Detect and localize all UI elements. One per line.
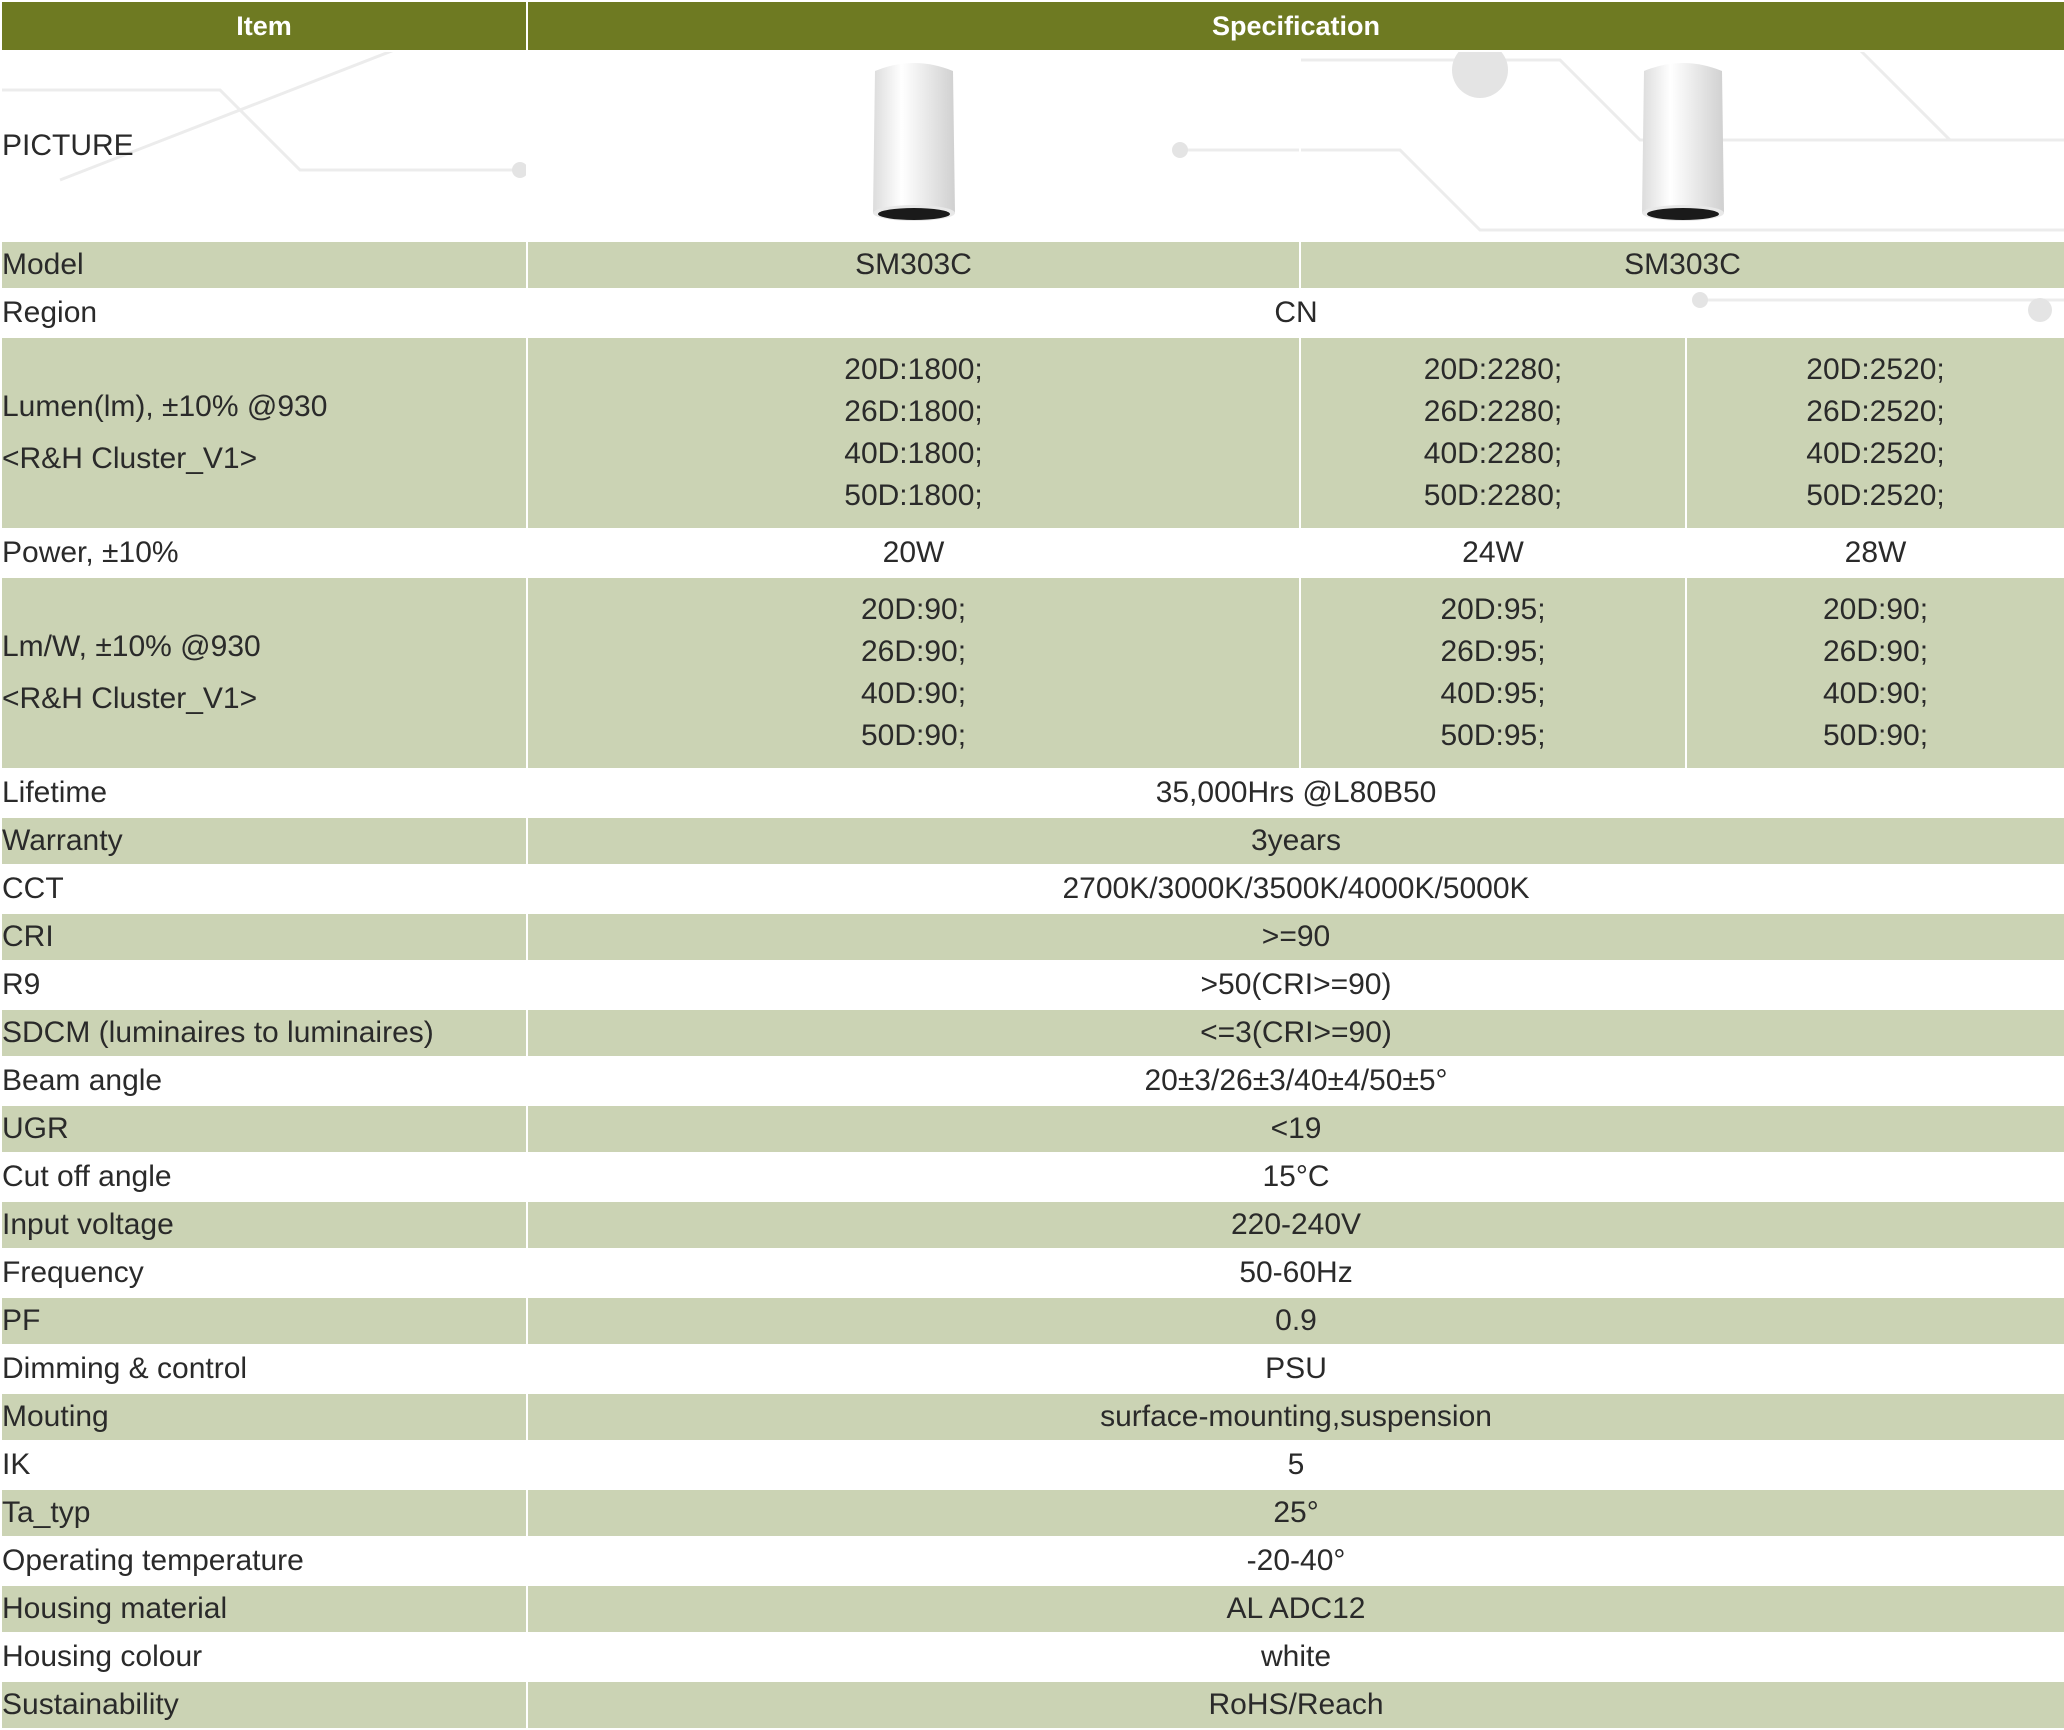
lumen-value: 26D:1800; bbox=[844, 395, 983, 428]
row-label: Beam angle bbox=[1, 1057, 527, 1105]
lumen-label-line2: <R&H Cluster_V1> bbox=[2, 442, 258, 475]
spec-row bbox=[1, 1153, 2064, 1201]
lumen-label bbox=[1, 337, 527, 529]
header-item: Item bbox=[1, 1, 527, 51]
model-value-2: SM303C bbox=[1300, 241, 2064, 289]
power-value-2: 24W bbox=[1300, 529, 1686, 577]
row-value: white bbox=[527, 1633, 2064, 1681]
efficacy-col-1 bbox=[527, 577, 1300, 769]
model-value-1: SM303C bbox=[527, 241, 1300, 289]
model-label: Model bbox=[1, 241, 527, 289]
power-value-3: 28W bbox=[1686, 529, 2064, 577]
efficacy-label-line1: Lm/W, ±10% @930 bbox=[2, 630, 261, 663]
spec-row bbox=[1, 865, 2064, 913]
row-label: Dimming & control bbox=[1, 1345, 527, 1393]
row-value: AL ADC12 bbox=[527, 1585, 2064, 1633]
spec-row bbox=[1, 1633, 2064, 1681]
row-value: 3years bbox=[527, 817, 2064, 865]
model-row bbox=[1, 241, 2064, 289]
cylinder-downlight-icon bbox=[1638, 61, 1728, 231]
spec-row bbox=[1, 1249, 2064, 1297]
spec-row bbox=[1, 913, 2064, 961]
picture-cell-2 bbox=[1300, 51, 2064, 241]
row-label: CCT bbox=[1, 865, 527, 913]
row-label: Sustainability bbox=[1, 1681, 527, 1729]
row-value: >=90 bbox=[527, 913, 2064, 961]
spec-row bbox=[1, 1105, 2064, 1153]
row-label: Housing material bbox=[1, 1585, 527, 1633]
spec-row bbox=[1, 1441, 2064, 1489]
row-value: RoHS/Reach bbox=[527, 1681, 2064, 1729]
spec-row bbox=[1, 1393, 2064, 1441]
cylinder-downlight-icon bbox=[869, 61, 959, 231]
power-row bbox=[1, 529, 2064, 577]
efficacy-value: 20D:95; bbox=[1440, 593, 1546, 626]
lumen-value: 20D:2280; bbox=[1423, 353, 1563, 386]
row-value: 20±3/26±3/40±4/50±5° bbox=[527, 1057, 2064, 1105]
row-label: Mouting bbox=[1, 1393, 527, 1441]
spec-row bbox=[1, 1537, 2064, 1585]
row-label: Warranty bbox=[1, 817, 527, 865]
picture-cell-1 bbox=[527, 51, 1300, 241]
efficacy-value: 26D:90; bbox=[860, 635, 967, 668]
row-label: R9 bbox=[1, 961, 527, 1009]
spec-row bbox=[1, 961, 2064, 1009]
spec-row bbox=[1, 817, 2064, 865]
row-label: Input voltage bbox=[1, 1201, 527, 1249]
row-label: CRI bbox=[1, 913, 527, 961]
spec-row bbox=[1, 1057, 2064, 1105]
row-label: Operating temperature bbox=[1, 1537, 527, 1585]
row-value: 220-240V bbox=[527, 1201, 2064, 1249]
efficacy-value: 40D:90; bbox=[1822, 677, 1929, 710]
lumen-value: 40D:1800; bbox=[844, 437, 983, 470]
header-specification: Specification bbox=[527, 1, 2064, 51]
efficacy-value: 20D:90; bbox=[860, 593, 967, 626]
lumen-value: 50D:2520; bbox=[1806, 479, 1945, 512]
spec-row bbox=[1, 1009, 2064, 1057]
row-value: >50(CRI>=90) bbox=[527, 961, 2064, 1009]
row-label: Housing colour bbox=[1, 1633, 527, 1681]
lumen-value: 40D:2280; bbox=[1423, 437, 1563, 470]
efficacy-value: 50D:95; bbox=[1440, 719, 1546, 752]
picture-row bbox=[1, 51, 2064, 241]
lumen-value: 26D:2280; bbox=[1423, 395, 1563, 428]
lumen-value: 40D:2520; bbox=[1806, 437, 1945, 470]
row-label: Ta_typ bbox=[1, 1489, 527, 1537]
row-value: <=3(CRI>=90) bbox=[527, 1009, 2064, 1057]
efficacy-value: 26D:90; bbox=[1822, 635, 1929, 668]
header-row bbox=[1, 1, 2064, 51]
region-label: Region bbox=[1, 289, 527, 337]
lumen-col-3 bbox=[1686, 337, 2064, 529]
spec-row bbox=[1, 1585, 2064, 1633]
row-value: 50-60Hz bbox=[527, 1249, 2064, 1297]
lumen-value: 50D:1800; bbox=[844, 479, 983, 512]
efficacy-value: 40D:90; bbox=[860, 677, 967, 710]
spec-row bbox=[1, 1297, 2064, 1345]
row-label: PF bbox=[1, 1297, 527, 1345]
row-label: Frequency bbox=[1, 1249, 527, 1297]
efficacy-value: 20D:90; bbox=[1822, 593, 1929, 626]
efficacy-value: 50D:90; bbox=[860, 719, 967, 752]
efficacy-col-2 bbox=[1300, 577, 1686, 769]
row-label: Lifetime bbox=[1, 769, 527, 817]
row-value: 0.9 bbox=[527, 1297, 2064, 1345]
lumen-value: 20D:1800; bbox=[844, 353, 983, 386]
power-label: Power, ±10% bbox=[1, 529, 527, 577]
row-value: 15°C bbox=[527, 1153, 2064, 1201]
row-value: 25° bbox=[527, 1489, 2064, 1537]
efficacy-row bbox=[1, 577, 2064, 769]
row-value: 2700K/3000K/3500K/4000K/5000K bbox=[527, 865, 2064, 913]
spec-row bbox=[1, 1681, 2064, 1729]
lumen-col-2 bbox=[1300, 337, 1686, 529]
efficacy-label-line2: <R&H Cluster_V1> bbox=[2, 682, 258, 715]
row-value: 35,000Hrs @L80B50 bbox=[527, 769, 2064, 817]
row-label: IK bbox=[1, 1441, 527, 1489]
efficacy-value: 26D:95; bbox=[1440, 635, 1546, 668]
efficacy-value: 40D:95; bbox=[1440, 677, 1546, 710]
region-row bbox=[1, 289, 2064, 337]
efficacy-col-3 bbox=[1686, 577, 2064, 769]
row-value: <19 bbox=[527, 1105, 2064, 1153]
lumen-value: 50D:2280; bbox=[1423, 479, 1563, 512]
picture-label: PICTURE bbox=[1, 51, 527, 241]
row-label: UGR bbox=[1, 1105, 527, 1153]
efficacy-label bbox=[1, 577, 527, 769]
lumen-row bbox=[1, 337, 2064, 529]
row-value: PSU bbox=[527, 1345, 2064, 1393]
row-value: -20-40° bbox=[527, 1537, 2064, 1585]
lumen-value: 26D:2520; bbox=[1806, 395, 1945, 428]
power-value-1: 20W bbox=[527, 529, 1300, 577]
row-label: Cut off angle bbox=[1, 1153, 527, 1201]
spec-row bbox=[1, 1489, 2064, 1537]
region-value: CN bbox=[527, 289, 2064, 337]
row-label: SDCM (luminaires to luminaires) bbox=[1, 1009, 527, 1057]
spec-row bbox=[1, 1201, 2064, 1249]
lumen-label-line1: Lumen(lm), ±10% @930 bbox=[2, 390, 328, 423]
lumen-value: 20D:2520; bbox=[1806, 353, 1945, 386]
row-value: 5 bbox=[527, 1441, 2064, 1489]
spec-row bbox=[1, 1345, 2064, 1393]
row-value: surface-mounting,suspension bbox=[527, 1393, 2064, 1441]
efficacy-value: 50D:90; bbox=[1822, 719, 1929, 752]
lumen-col-1 bbox=[527, 337, 1300, 529]
spec-row bbox=[1, 769, 2064, 817]
